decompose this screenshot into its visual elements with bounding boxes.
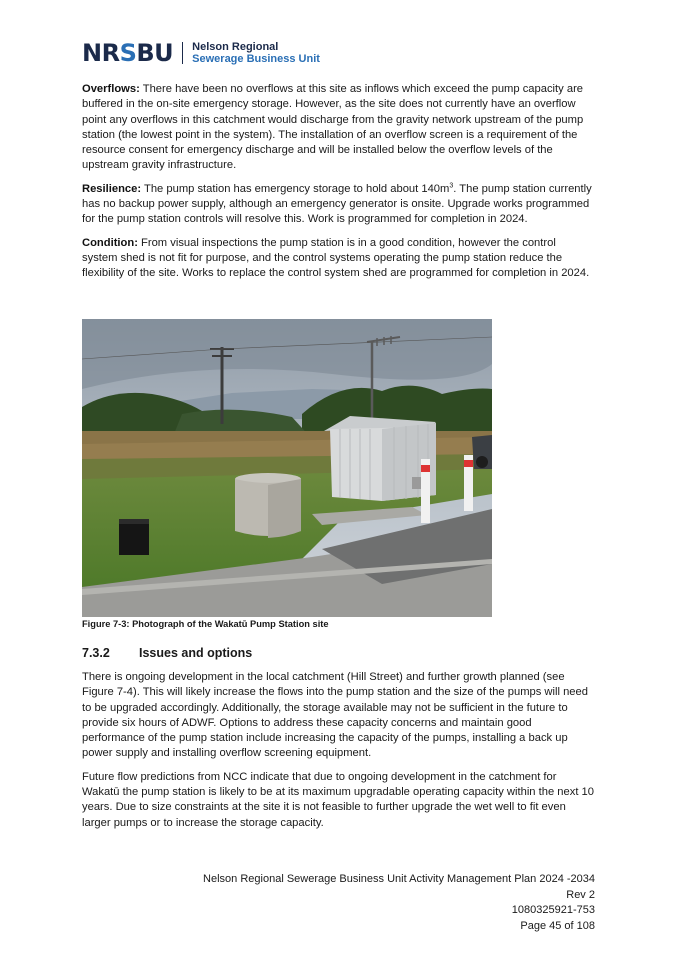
footer-revision: Rev 2 <box>566 888 595 901</box>
issues-paragraph-1: There is ongoing development in the local catchment (Hill Street) and further growth planned (see Figure 7-4). This will likely increase the flows into the pump station and the size of the pumps will need to be upgraded accordingly. Additionally, the storage available may not be sufficient in the future to provide six hours of ADWF. Options to address these capacity concerns and maintain good performance of the pump station include increasing the capacity of the pumps, installing a back up power supply and installing overflow screening equipment. <box>82 671 588 760</box>
footer-page-number: Page 45 of 108 <box>520 919 595 932</box>
logo-part-2: S <box>119 39 137 67</box>
condition-text: From visual inspections the pump station is in a good condition, however the control system shed is not fit for purpose, and the control systems operating the pump station reduce the flexibility of the site. Works to replace the control system shed are programmed for completion in 2024. <box>82 236 590 280</box>
section-heading <box>82 646 252 660</box>
overflows-label: Overflows: <box>82 83 140 95</box>
footer-document-title: Nelson Regional Sewerage Business Unit Activity Management Plan 2024 -2034 <box>203 873 595 885</box>
page-footer <box>203 872 595 934</box>
logo-divider <box>182 42 183 64</box>
body-text-top <box>82 82 594 290</box>
logo-line-2: Sewerage Business Unit <box>192 53 320 65</box>
figure-caption: Figure 7-3: Photograph of the Wakatū Pump Station site <box>82 619 329 629</box>
resilience-text-b: . The pump station currently has no backup power supply, although an emergency generator is onsite. Upgrade works programmed for the pump station controls will resolve this. Work is programmed for completion in 2024. <box>82 182 592 226</box>
nrsbu-logo <box>82 40 320 66</box>
logo-mark <box>82 40 173 66</box>
logo-text <box>192 41 320 65</box>
overflows-text: There have been no overflows at this site as inflows which exceed the pump capacity are buffered in the on-site emergency storage. However, as the site does not currently have an overflow point any overflows in this catchment would discharge from the gravity network upstream of the pump station (the lowest point in the system). The installation of an overflow screen is a requirement of the resource consent for emergency discharge and will be installed below the overflow levels of the upstream gravity infrastructure. <box>82 83 584 172</box>
pump-station-photo <box>82 319 492 617</box>
section-number: 7.3.2 <box>82 646 110 660</box>
cubic-superscript: 3 <box>449 182 454 190</box>
issues-paragraph-2: Future flow predictions from NCC indicate that due to ongoing development in the catchment for Wakatū the pump station is likely to be at its maximum upgradable operating capacity within the next 10 years. Due to size constraints at the site it is not feasible to further upgrade the wet well to fit even larger pumps or to increase the storage capacity. <box>82 770 594 829</box>
body-text-bottom <box>82 670 594 839</box>
resilience-paragraph <box>82 182 594 228</box>
section-title: Issues and options <box>139 646 253 660</box>
resilience-text-a: The pump station has emergency storage to hold about 140m <box>141 182 450 195</box>
resilience-label: Resilience: <box>82 182 142 195</box>
condition-label: Condition: <box>82 236 138 249</box>
logo-part-3: BU <box>136 39 174 67</box>
footer-document-id: 1080325921-753 <box>511 904 595 916</box>
condition-paragraph <box>82 236 594 282</box>
logo-line-1: Nelson Regional <box>192 41 279 53</box>
logo-part-1: NR <box>82 39 120 67</box>
overflows-paragraph <box>82 82 594 174</box>
